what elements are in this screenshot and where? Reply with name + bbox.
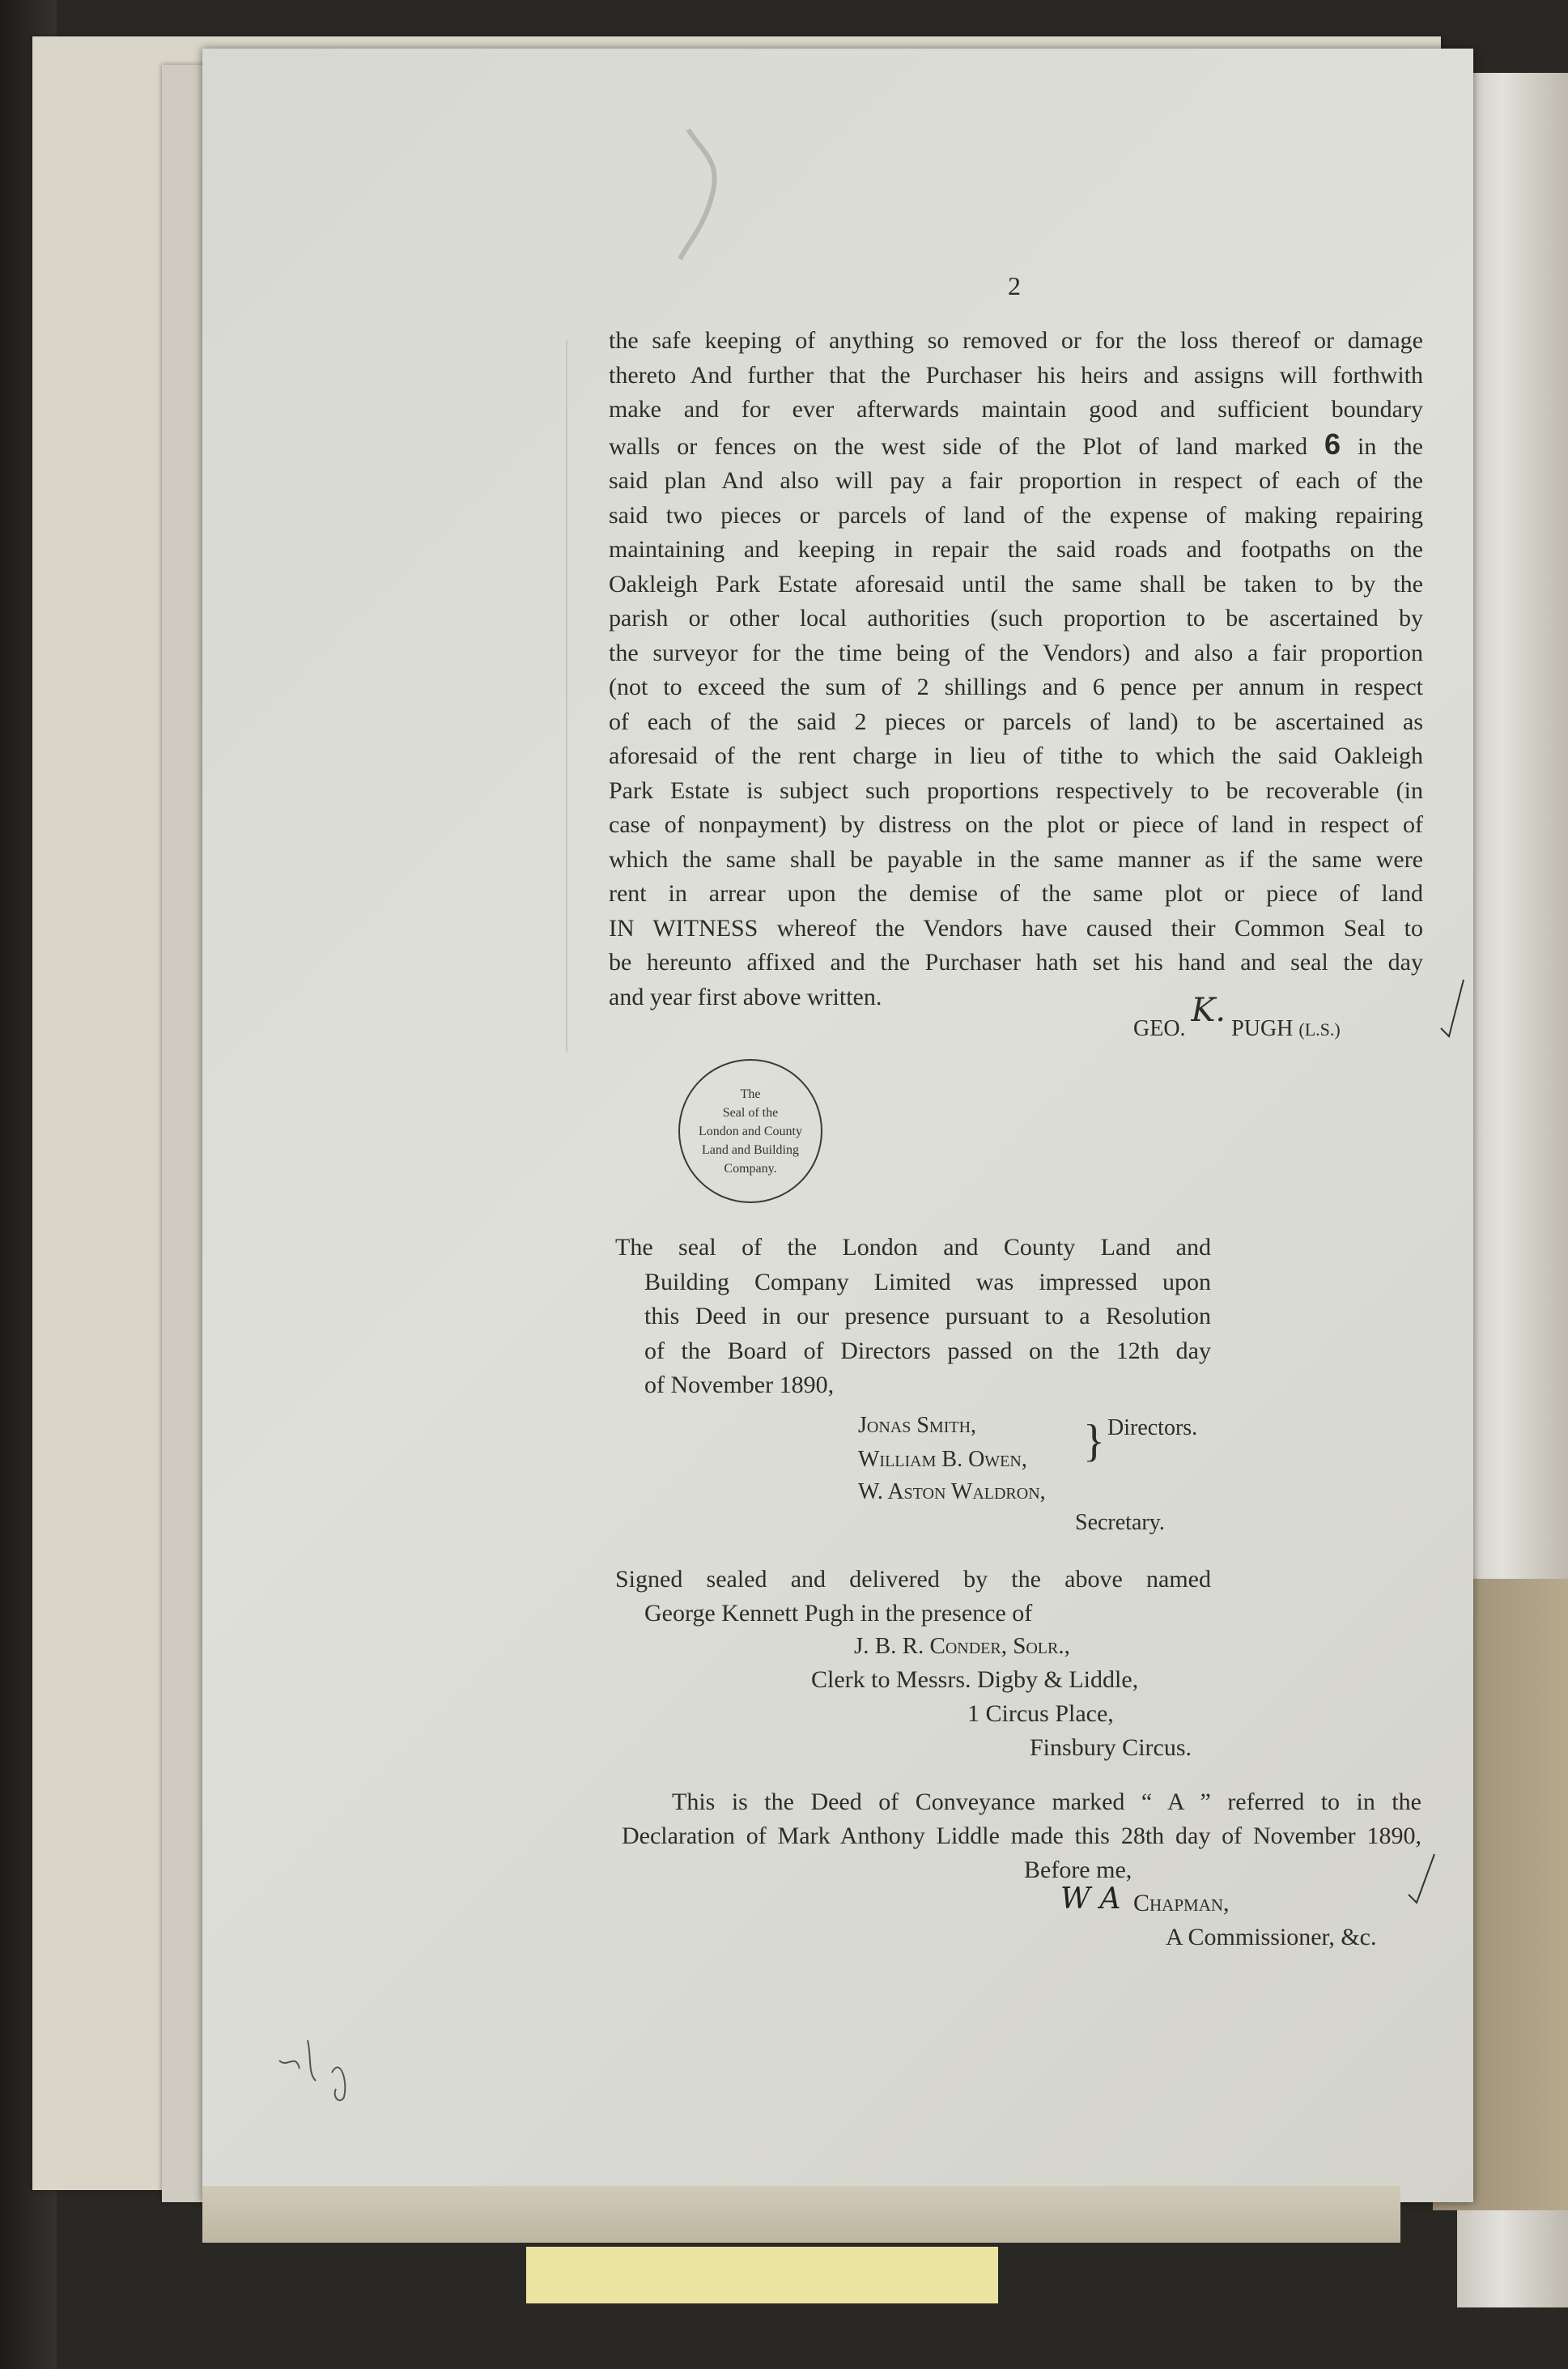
seal-line: Company. bbox=[724, 1161, 777, 1176]
body-line: aforesaid of the rent charge in lieu of tithe to which the said Oakleigh bbox=[609, 742, 1423, 769]
plot-number: 6 bbox=[1324, 427, 1341, 461]
commissioner-name: Chapman, bbox=[1133, 1890, 1230, 1916]
directors-label: Directors. bbox=[1107, 1415, 1198, 1440]
declaration-line-1: This is the Deed of Conveyance marked “ A ” referred to in the bbox=[672, 1788, 1421, 1815]
body-line: the surveyor for the time being of the Vendors) and also a fair proportion bbox=[609, 639, 1423, 666]
witness-role: Clerk to Messrs. Digby & Liddle, bbox=[811, 1666, 1139, 1693]
body-line: rent in arrear upon the demise of the same plot or piece of land bbox=[609, 880, 1423, 907]
attestation-line: Building Company Limited was impressed upon bbox=[644, 1268, 1211, 1295]
tick-mark-2 bbox=[1409, 1854, 1434, 1903]
witness-address-2: Finsbury Circus. bbox=[1030, 1734, 1192, 1761]
pencil-scribble bbox=[279, 2040, 345, 2100]
body-line: Oakleigh Park Estate aforesaid until the same shall be taken to by the bbox=[609, 570, 1423, 598]
directors-brace: } bbox=[1083, 1416, 1105, 1466]
body-line: IN WITNESS whereof the Vendors have caused their Common Seal to bbox=[609, 914, 1423, 942]
witness-address-1: 1 Circus Place, bbox=[967, 1700, 1114, 1727]
body-line: the safe keeping of anything so removed or for the loss thereof or damage bbox=[609, 327, 1423, 354]
seal-line: London and County bbox=[699, 1124, 802, 1138]
body-line: and year first above written. bbox=[609, 983, 882, 1010]
attestation-line: of the Board of Directors passed on the 12th day bbox=[644, 1337, 1211, 1364]
body-line: thereto And further that the Purchaser his heirs and assigns will forthwith bbox=[609, 361, 1423, 389]
attestation-line: of November 1890, bbox=[644, 1372, 835, 1398]
signature-name-end: PUGH bbox=[1231, 1016, 1294, 1041]
witness-line-2: George Kennett Pugh in the presence of bbox=[644, 1600, 1033, 1627]
commissioner-initials: W A bbox=[1060, 1882, 1121, 1916]
body-line: case of nonpayment) by distress on the plot or piece of land in respect of bbox=[609, 811, 1423, 838]
seal-line: The bbox=[740, 1087, 761, 1101]
body-line: be hereunto affixed and the Purchaser hath set his hand and seal the day bbox=[609, 949, 1423, 976]
secretary-name: W. Aston Waldron, bbox=[858, 1479, 1046, 1504]
body-line: which the same shall be payable in the same manner as if the same were bbox=[609, 845, 1423, 873]
attestation-line: The seal of the London and County Land and bbox=[615, 1234, 1211, 1261]
signature-initial: K. bbox=[1191, 992, 1226, 1029]
witness-name: J. B. R. Conder, Solr., bbox=[854, 1633, 1070, 1659]
body-line-tail: in the bbox=[1358, 432, 1423, 460]
declaration-before-me: Before me, bbox=[1024, 1856, 1132, 1883]
body-line: of each of the said 2 pieces or parcels of land) to be ascertained as bbox=[609, 708, 1423, 735]
body-line: (not to exceed the sum of 2 shillings and 6 pence per annum in respect bbox=[609, 674, 1423, 700]
attestation-line: this Deed in our presence pursuant to a Resolution bbox=[644, 1303, 1211, 1329]
body-line: Park Estate is subject such proportions respectively to be recoverable (in bbox=[609, 776, 1423, 804]
body-line: parish or other local authorities (such proportion to be ascertained by bbox=[609, 605, 1423, 632]
tear-mark-top bbox=[680, 130, 715, 259]
commissioner-title: A Commissioner, &c. bbox=[1166, 1924, 1377, 1950]
signature-name-start: GEO. bbox=[1133, 1016, 1186, 1041]
body-line: maintaining and keeping in repair the said roads and footpaths on the bbox=[609, 536, 1423, 563]
body-line: said two pieces or parcels of land of the expense of making repairing bbox=[609, 501, 1423, 529]
tick-mark-1 bbox=[1441, 980, 1464, 1036]
secretary-label: Secretary. bbox=[1075, 1510, 1165, 1535]
declaration-line-2: Declaration of Mark Anthony Liddle made this 28th day of November 1890, bbox=[622, 1822, 1421, 1849]
director-2: William B. Owen, bbox=[858, 1447, 1027, 1472]
seal-line: Seal of the bbox=[722, 1105, 779, 1120]
seal-line: Land and Building bbox=[702, 1142, 799, 1157]
director-1: Jonas Smith, bbox=[858, 1413, 977, 1438]
page-number: 2 bbox=[1008, 271, 1021, 300]
signature-ls: (L.S.) bbox=[1298, 1019, 1341, 1040]
body-line: make and for ever afterwards maintain good and sufficient boundary bbox=[609, 396, 1423, 423]
witness-line-1: Signed sealed and delivered by the above named bbox=[615, 1566, 1211, 1593]
body-line-text: walls or fences on the west side of the Plot of land marked bbox=[609, 432, 1308, 460]
body-line: said plan And also will pay a fair proportion in respect of each of the bbox=[609, 467, 1423, 494]
